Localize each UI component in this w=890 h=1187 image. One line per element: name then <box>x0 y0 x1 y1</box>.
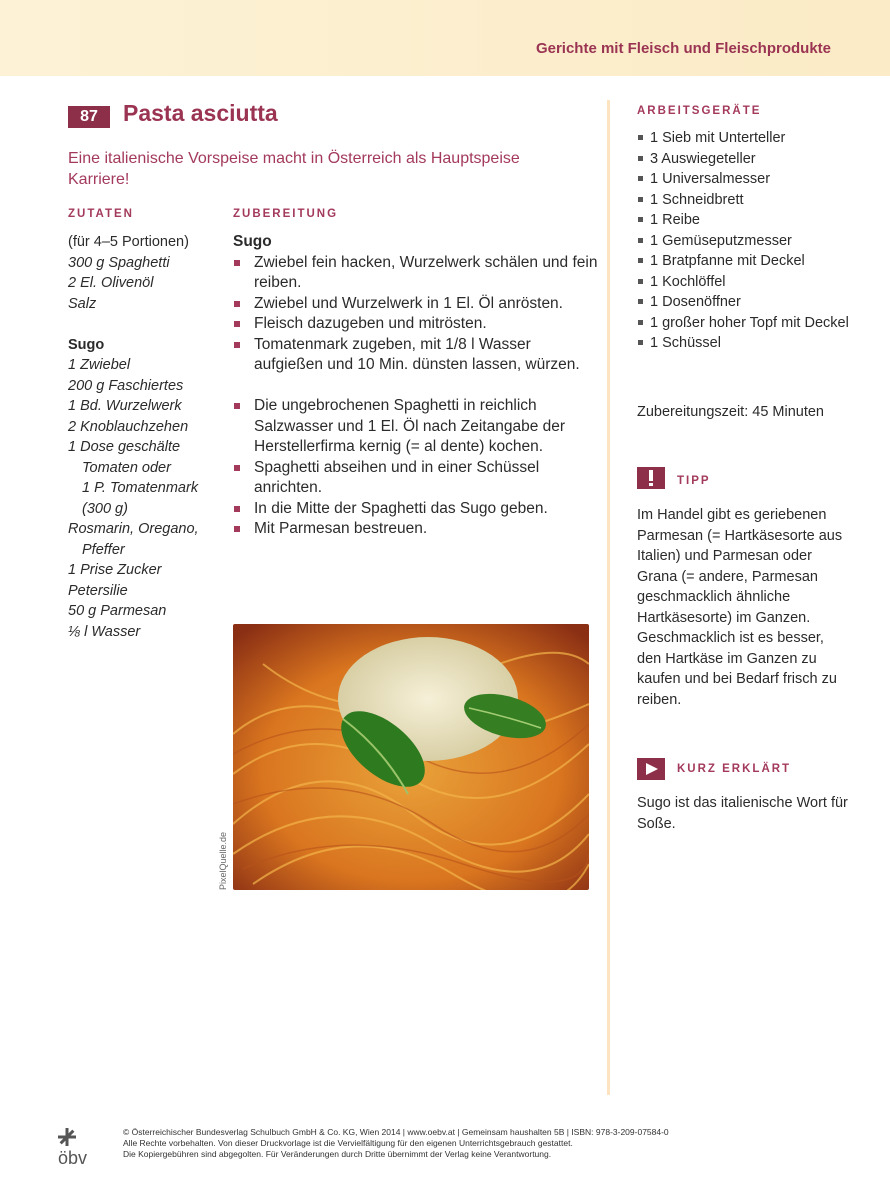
equipment-item: 1 Schneidbrett <box>637 190 852 211</box>
ingredient: Rosmarin, Oregano, <box>68 521 199 537</box>
preparation-step: Spaghetti abseihen und in einer Schüssel anrichten. <box>233 458 598 499</box>
recipe-number: 87 <box>68 106 110 128</box>
ingredient: Petersilie <box>68 582 128 599</box>
portions: (für 4–5 Portionen) <box>68 234 189 250</box>
ingredient: Pfeffer <box>82 541 125 558</box>
short-explained-heading: KURZ ERKLÄRT <box>677 763 792 775</box>
recipe-subtitle: Eine italienische Vorspeise macht in Österreich als Hauptspeise Karriere! <box>68 150 520 188</box>
ingredients-list <box>68 232 218 642</box>
copyright-text <box>123 1127 763 1160</box>
spaghetti-photo <box>233 624 589 890</box>
steps-group-spaghetti <box>233 396 598 540</box>
ingredient: 1 P. Tomatenmark <box>82 480 199 496</box>
preparation-step: Zwiebel und Wurzelwerk in 1 El. Öl anrösten. <box>233 294 598 315</box>
ingredient: 1 Prise Zucker <box>68 562 162 578</box>
tip-heading: TIPP <box>677 475 711 487</box>
equipment-item: 3 Auswiegeteller <box>637 149 852 170</box>
equipment-item: 1 Schüssel <box>637 333 852 354</box>
ingredient: 200 g Faschiertes <box>68 377 184 394</box>
short-explained-text: Sugo ist das italienische Wort für Soße. <box>637 795 848 832</box>
ingredients-heading: ZUTATEN <box>68 208 134 220</box>
equipment-item: 1 Kochlöffel <box>637 272 852 293</box>
chapter-title: Gerichte mit Fleisch und Fleischprodukte <box>535 40 831 57</box>
equipment-item: 1 Sieb mit Unterteller <box>637 128 852 149</box>
preparation-step: Tomatenmark zugeben, mit 1/8 l Wasser aufgießen und 10 Min. dünsten lassen, würzen. <box>233 335 598 376</box>
copyright-line: Die Kopiergebühren sind abgegolten. Für Veränderungen durch Dritte übernimmt der Verlag keine Verantwortung. <box>123 1149 552 1159</box>
equipment-item: 1 Gemüseputzmesser <box>637 231 852 252</box>
ingredient: (300 g) <box>82 500 128 517</box>
exclamation-icon <box>637 467 665 489</box>
ingredient: 1 Zwiebel <box>68 357 131 373</box>
tip-text: Im Handel gibt es geriebenen Parmesan (= Hartkäsesorte aus Italien) und Parmesan oder Grana (= andere, Parmesan geschmacklich ähnliche Hartkäsesorte) im Ganzen. Geschmacklich ist es besser, den Hartkäse im Ganzen zu kaufen und bei Bedarf frisch zu reiben. <box>637 507 843 708</box>
equipment-list <box>637 128 852 354</box>
equipment-item: 1 großer hoher Topf mit Deckel <box>637 313 852 334</box>
ingredient: 2 El. Olivenöl <box>68 275 154 291</box>
preparation-step: Mit Parmesan bestreuen. <box>233 519 598 540</box>
preparation-heading: ZUBEREITUNG <box>233 208 339 220</box>
copyright-line: Alle Rechte vorbehalten. Von dieser Druckvorlage ist die Vervielfältigung für den eigenen Unterrichtsgebrauch gestattet. <box>123 1138 573 1148</box>
preparation-steps <box>233 232 598 540</box>
preparation-step: In die Mitte der Spaghetti das Sugo geben. <box>233 499 598 520</box>
equipment-item: 1 Reibe <box>637 210 852 231</box>
column-divider <box>607 100 610 1095</box>
steps-group-sugo <box>233 253 598 376</box>
preparation-step: Zwiebel fein hacken, Wurzelwerk schälen und fein reiben. <box>233 253 598 294</box>
equipment-item: 1 Universalmesser <box>637 169 852 190</box>
ingredient: 1 Bd. Wurzelwerk <box>68 398 182 414</box>
preparation-subheading: Sugo <box>233 233 272 250</box>
ingredient: Salz <box>68 295 97 312</box>
publisher-logo <box>58 1127 87 1169</box>
preparation-step: Die ungebrochenen Spaghetti in reichlich Salzwasser und 1 El. Öl nach Zeitangabe der Herstellerfirma kernig (= al dente) kochen. <box>233 396 598 458</box>
ingredient: 1 Dose geschälte <box>68 439 181 455</box>
ingredient: 2 Knoblauchzehen <box>68 418 189 435</box>
header-band <box>0 0 890 76</box>
ingredient: Tomaten oder <box>82 459 171 476</box>
preparation-step: Fleisch dazugeben und mitrösten. <box>233 314 598 335</box>
equipment-heading: ARBEITSGERÄTE <box>637 105 762 117</box>
play-arrow-icon <box>637 758 665 780</box>
sugo-ingredients-heading: Sugo <box>68 336 105 353</box>
ingredient: 50 g Parmesan <box>68 603 167 619</box>
recipe-title: Pasta asciutta <box>123 100 278 126</box>
equipment-item: 1 Dosenöffner <box>637 292 852 313</box>
ingredient: 300 g Spaghetti <box>68 254 170 271</box>
photo-credit: PixelQuelle.de <box>218 831 228 890</box>
equipment-item: 1 Bratpfanne mit Deckel <box>637 251 852 272</box>
ingredient: ⅛ l Wasser <box>68 623 141 640</box>
publisher-logo-text: öbv <box>58 1148 88 1168</box>
copyright-line: © Österreichischer Bundesverlag Schulbuch GmbH & Co. KG, Wien 2014 | www.oebv.at | Gemeinsam haushalten 5B | ISBN: 978-3-209-07584-0 <box>123 1127 669 1137</box>
preparation-time: Zubereitungszeit: 45 Minuten <box>637 404 824 420</box>
